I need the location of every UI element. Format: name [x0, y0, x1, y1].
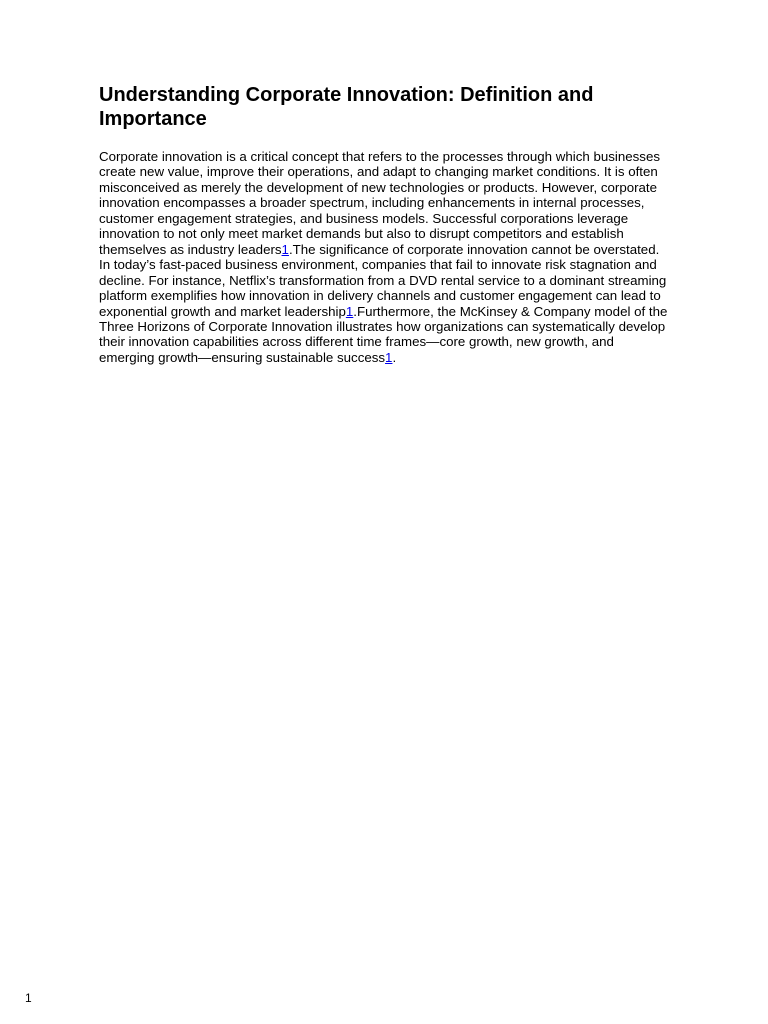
paragraph-text-4: .	[392, 349, 397, 365]
paragraph-text-2: .The significance of corporate innovation cannot be overstated. In today’s fast-paced business environment, companies that fail to innovate risk stagnation and decline. For instance, Netflix’s transformation from a DVD rental service to a dominant streaming platform exemplifies how innovation in delivery channels and customer engagement can lead to exponential growth and market leadership	[99, 241, 667, 319]
reference-link-3[interactable]: 1	[385, 349, 393, 365]
page-number: 1	[25, 991, 32, 1005]
page-content	[99, 84, 671, 365]
paragraph-text-3: .Furthermore, the McKinsey & Company model of the Three Horizons of Corporate Innovation illustrates how organizations can systematically develop their innovation capabilities across different time frames—core growth, new growth, and emerging growth—ensuring sustainable success	[99, 303, 668, 365]
paragraph-text-1: Corporate innovation is a critical concept that refers to the processes through which businesses create new value, improve their operations, and adapt to changing market conditions. It is often misconceived as merely the development of new technologies or products. However, corporate innovation encompasses a broader spectrum, including enhancements in internal processes, customer engagement strategies, and business models. Successful corporations leverage innovation to not only meet market demands but also to disrupt competitors and establish themselves as industry leaders	[99, 149, 660, 257]
reference-link-2[interactable]: 1	[345, 303, 354, 319]
reference-link-1[interactable]: 1	[281, 241, 289, 257]
body-paragraph	[99, 149, 671, 365]
document-title: Understanding Corporate Innovation: Definition and Importance	[99, 84, 594, 130]
